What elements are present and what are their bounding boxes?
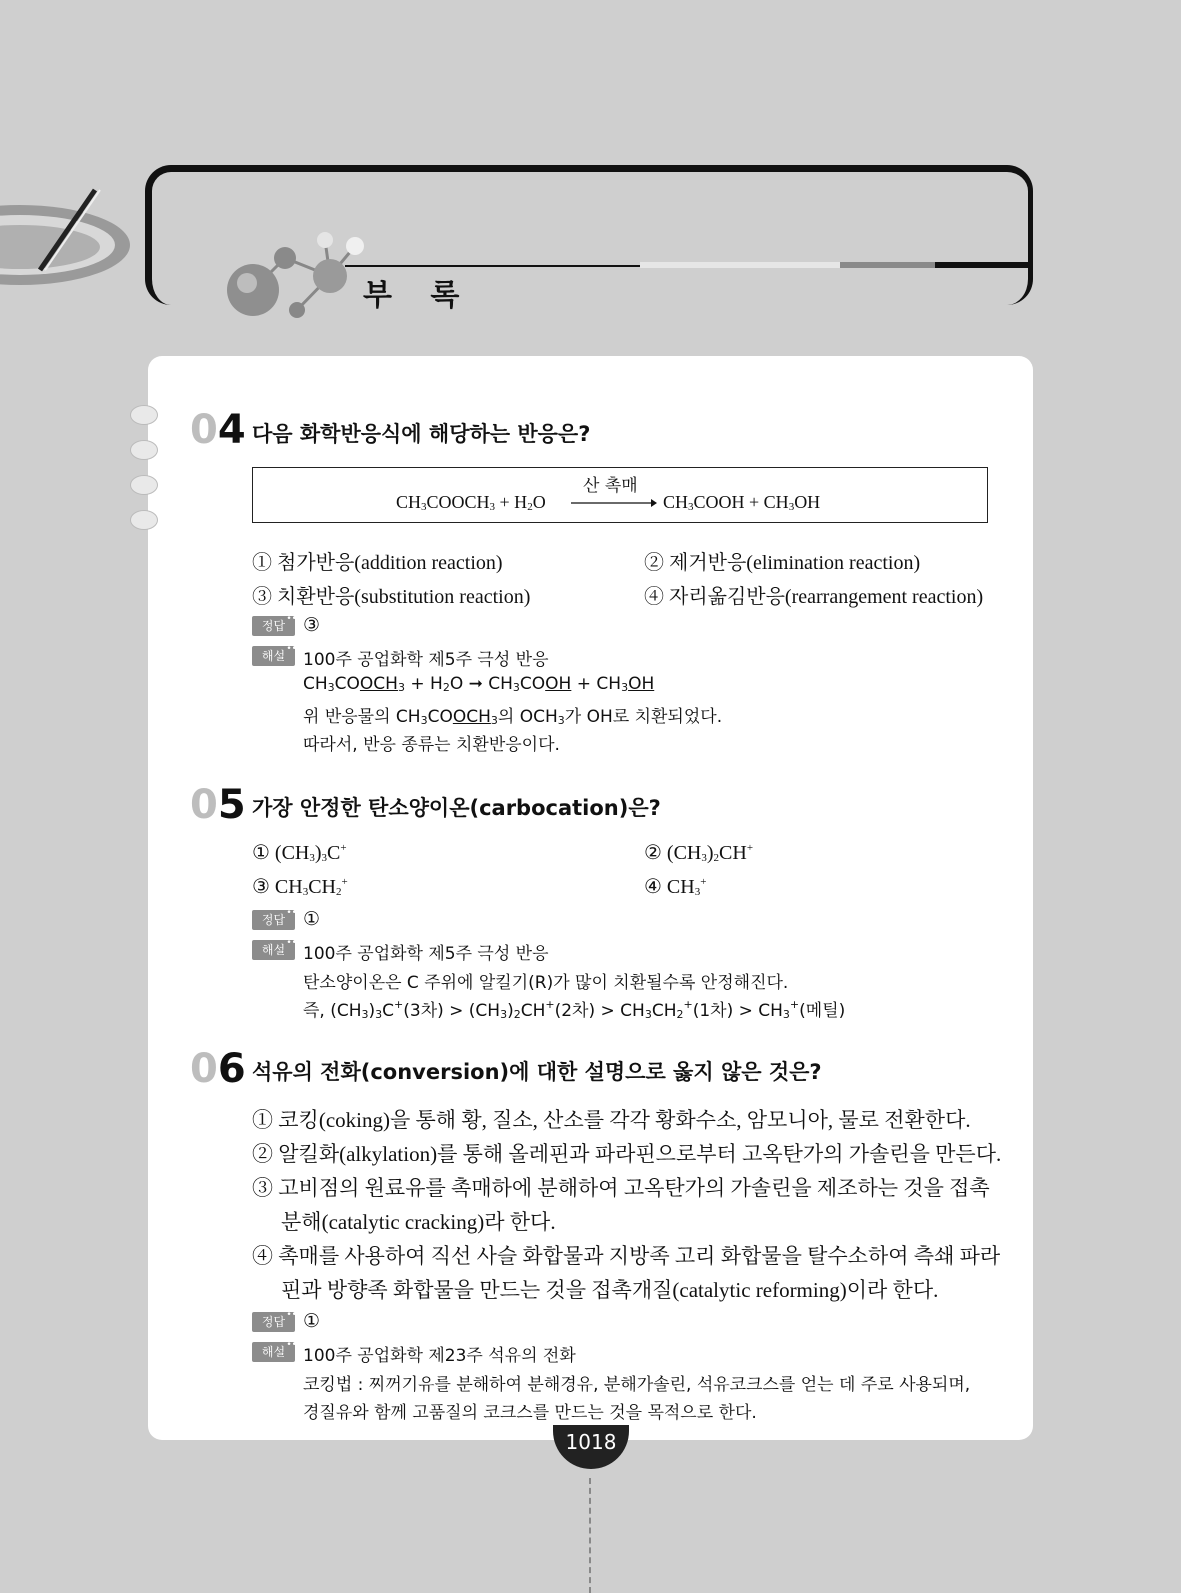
- question-text: 다음 화학반응식에 해당하는 반응은?: [252, 422, 591, 446]
- choice-2[interactable]: ② $(CH_3)_2CH^+$: [644, 842, 754, 864]
- answer-tag: 정답 ••: [252, 910, 295, 930]
- question-text: 가장 안정한 탄소양이온(carbocation)은?: [252, 796, 661, 820]
- explanation-line: 탄소양이온은 C 주위에 알킬기(R)가 많이 치환될수록 안정해진다.: [303, 973, 789, 993]
- choice-3[interactable]: ③ $CH_3CH_2^+$: [252, 876, 348, 898]
- choice-4[interactable]: ④ $CH_3^+$: [644, 876, 707, 898]
- question-text: 석유의 전화(conversion)에 대한 설명으로 옳지 않은 것은?: [252, 1060, 822, 1084]
- choice-2[interactable]: ② 제거반응(elimination reaction): [644, 552, 921, 574]
- choice-4[interactable]: ④ 촉매를 사용하여 직선 사슬 화합물과 지방족 고리 화합물을 탈수소하여 측쇄 파라: [252, 1244, 1001, 1268]
- explanation-title: 100주 공업화학 제5주 극성 반응: [303, 650, 549, 670]
- choice-4[interactable]: ④ 자리옮김반응(rearrangement reaction): [644, 586, 984, 608]
- answer-value: ③: [303, 614, 321, 636]
- choice-1[interactable]: ① $(CH_3)_3C^+$: [252, 842, 347, 864]
- choice-1[interactable]: ① 첨가반응(addition reaction): [252, 552, 503, 574]
- explanation-line: 따라서, 반응 종류는 치환반응이다.: [303, 735, 560, 755]
- equation-reactants: $CH_3COOCH_3 + H_2O$: [396, 492, 546, 513]
- page-number: 1018: [565, 1430, 617, 1454]
- dashed-divider: [589, 1478, 591, 1593]
- choice-4-continued: 핀과 방향족 화합물을 만드는 것을 접촉개질(catalytic reforming)이라 한다.: [281, 1278, 939, 1302]
- page-tab: [130, 475, 158, 495]
- choice-3[interactable]: ③ 치환반응(substitution reaction): [252, 586, 531, 608]
- flask-illustration: [0, 185, 150, 295]
- explanation-line: 코킹법 : 찌꺼기유를 분해하여 분해경유, 분해가솔린, 석유코크스를 얻는 데 주로 사용되며,: [303, 1375, 971, 1395]
- explanation-title: 100주 공업화학 제23주 석유의 전화: [303, 1346, 576, 1366]
- header-accent-bar: [840, 262, 935, 268]
- choice-2[interactable]: ② 알킬화(alkylation)를 통해 올레핀과 파라핀으로부터 고옥탄가의 가솔린을 만든다.: [252, 1142, 1002, 1166]
- reaction-equation-box: [252, 467, 988, 523]
- answer-value: ①: [303, 1310, 321, 1332]
- page-tab: [130, 510, 158, 530]
- choice-3[interactable]: ③ 고비점의 원료유를 촉매하에 분해하여 고옥탄가의 가솔린을 제조하는 것을 접촉: [252, 1176, 990, 1200]
- question-number: 06: [190, 1046, 246, 1092]
- explanation-tag: 해설 ••: [252, 646, 295, 666]
- choice-3-continued: 분해(catalytic cracking)라 한다.: [281, 1210, 556, 1234]
- explanation-tag: 해설 ••: [252, 940, 295, 960]
- explanation-stability-order: 즉, $(CH_3)_3C^+(3$차) > $(CH_3)_2CH^+(2$차) > $CH_3CH_2^+(1$차) > $CH_3^+$(메틸): [303, 998, 846, 1021]
- question-number: 05: [190, 782, 246, 828]
- answer-tag: 정답 ••: [252, 1312, 295, 1332]
- answer-tag: 정답 ••: [252, 616, 295, 636]
- equation-products: $CH_3COOH + CH_3OH$: [663, 492, 821, 513]
- question-number: 04: [190, 407, 246, 453]
- page-tab: [130, 405, 158, 425]
- explanation-line: 위 반응물의 $CH_3COOCH_3$의 $OCH_3$가 OH로 치환되었다.: [303, 707, 723, 727]
- header-accent-bar: [935, 262, 1033, 268]
- header-accent-bar: [640, 262, 840, 268]
- explanation-title: 100주 공업화학 제5주 극성 반응: [303, 944, 549, 964]
- choice-1[interactable]: ① 코킹(coking)을 통해 황, 질소, 산소를 각각 황화수소, 암모니아, 물로 전환한다.: [252, 1108, 971, 1132]
- explanation-line: 경질유와 함께 고품질의 코크스를 만드는 것을 목적으로 한다.: [303, 1403, 757, 1423]
- explanation-equation: $CH_3COOCH_3 + H_2O$ ➞ $CH_3COOH + CH_3OH$: [303, 674, 655, 694]
- molecule-icon: [215, 228, 365, 338]
- reaction-arrow-icon: [571, 498, 657, 508]
- section-title: 부 록: [363, 278, 474, 313]
- catalyst-label: 산 촉매: [583, 476, 638, 496]
- explanation-tag: 해설 ••: [252, 1342, 295, 1362]
- answer-value: ①: [303, 908, 321, 930]
- page-tab: [130, 440, 158, 460]
